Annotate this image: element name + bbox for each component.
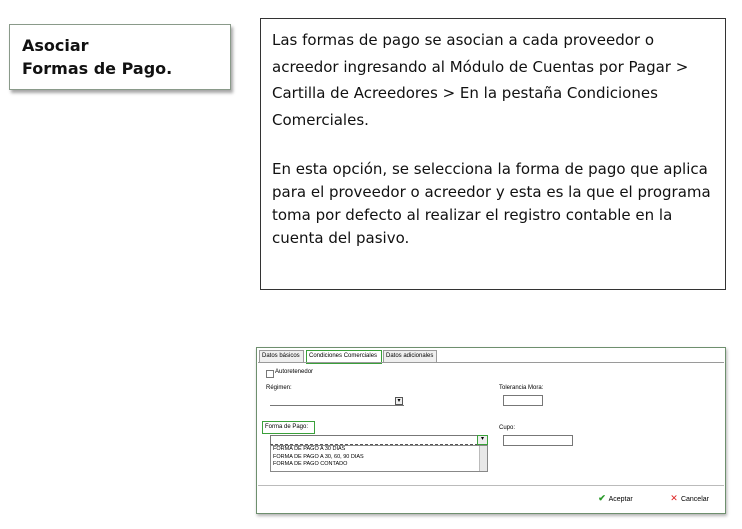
chevron-down-icon[interactable]: ▾ — [477, 435, 488, 445]
cupo-input[interactable] — [503, 435, 573, 446]
description-paragraph-2 — [272, 158, 713, 250]
footer-divider — [258, 485, 724, 486]
dropdown-option[interactable]: FORMA DE PAGO A 30, 60, 90 DIAS — [273, 453, 364, 460]
tolerancia-mora-label: Tolerancia Mora: — [499, 385, 544, 391]
check-icon: ✔ — [598, 493, 606, 503]
forma-pago-label: Forma de Pago: — [262, 421, 315, 434]
tab-datos-basicos[interactable]: Datos básicos — [259, 350, 304, 362]
regimen-select[interactable] — [270, 396, 404, 406]
autoretenedor-label: Autoretenedor — [275, 369, 314, 375]
dropdown-option[interactable]: FORMA DE PAGO A 30 DIAS — [273, 446, 346, 452]
description-line: En esta opción, se selecciona la forma de pago que aplica — [272, 160, 708, 178]
autoretenedor-checkbox[interactable] — [266, 370, 274, 378]
dropdown-option[interactable]: FORMA DE PAGO CONTADO — [273, 461, 348, 467]
title-line-2: Formas de Pago. — [22, 59, 173, 78]
dropdown-scrollbar[interactable] — [479, 446, 487, 471]
description-line: para el proveedor o acreedor y esta es la que el programa — [272, 183, 711, 201]
description-line: Las formas de pago se asocian a cada proveedor o — [272, 31, 655, 49]
chevron-down-icon[interactable]: ▾ — [395, 397, 403, 405]
description-line: cuenta del pasivo. — [272, 229, 410, 247]
forma-pago-dropdown — [270, 445, 488, 472]
tab-condiciones-comerciales[interactable]: Condiciones Comerciales — [306, 350, 382, 364]
cancel-label: Cancelar — [680, 496, 709, 503]
description-line: acreedor ingresando al Módulo de Cuentas por Pagar > — [272, 57, 689, 76]
description-paragraph-1 — [272, 27, 713, 133]
close-icon: ✕ — [670, 493, 678, 503]
accept-button[interactable] — [597, 491, 633, 505]
description-line: Comerciales. — [272, 110, 369, 129]
title-line-1: Asociar — [22, 36, 89, 55]
description-line: toma por defecto al realizar el registro contable en la — [272, 206, 673, 224]
forma-pago-select[interactable] — [270, 435, 488, 445]
description-line: Cartilla de Acreedores > En la pestaña Condiciones — [272, 84, 658, 102]
regimen-label: Régimen: — [266, 385, 292, 391]
description-box — [260, 18, 726, 290]
tolerancia-mora-input[interactable] — [503, 395, 543, 406]
cupo-label: Cupo: — [499, 425, 516, 431]
cancel-button[interactable] — [669, 491, 709, 505]
tab-divider — [258, 362, 724, 363]
accept-label: Aceptar — [608, 496, 633, 503]
title-box — [9, 24, 231, 90]
tab-datos-adicionales[interactable]: Datos adicionales — [383, 350, 437, 362]
provider-dialog — [256, 347, 726, 514]
